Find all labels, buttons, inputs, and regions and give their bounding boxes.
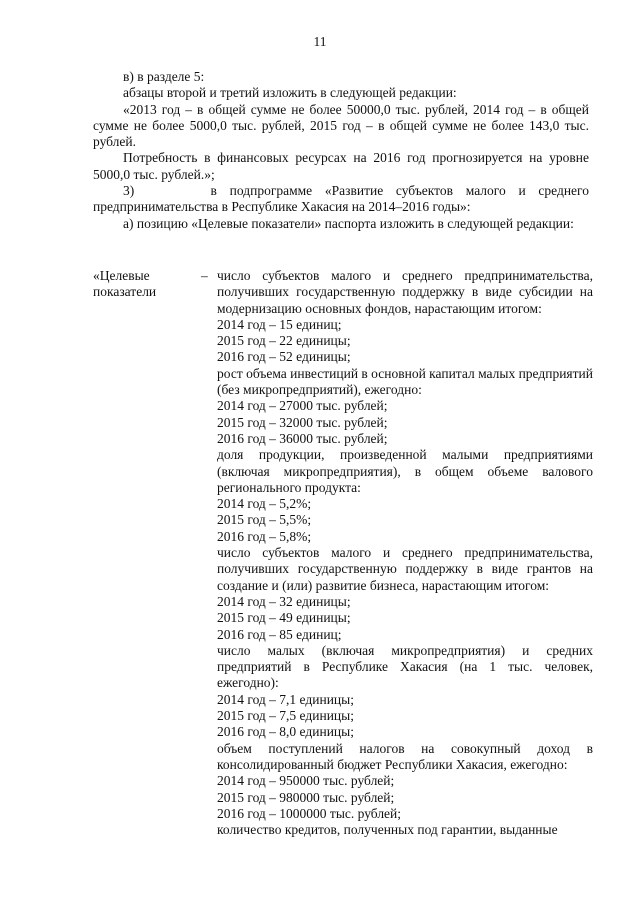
intro-paragraph-3: «2013 год – в общей сумме не более 50000,0 тыс. рублей, 2014 год – в общей сумме не более 5000,0 тыс. рублей, 2015 год – в общей сумме не более 143,0 тыс. рублей. <box>93 101 589 150</box>
indicator-line: 2016 год – 8,0 единицы; <box>217 724 354 740</box>
indicator-line: число малых (включая микропредприятия) и средних предприятий в Республике Хакасия (на 1 тыс. человек, ежегодно): <box>217 642 593 691</box>
indicator-line: 2016 год – 85 единиц; <box>217 626 342 642</box>
intro-paragraph-2: абзацы второй и третий изложить в следующей редакции: <box>123 85 457 101</box>
intro-text <box>93 69 589 232</box>
indicators-label: «Целевые показатели <box>93 268 157 300</box>
intro-paragraph-1: в) в разделе 5: <box>123 69 205 84</box>
indicator-line: число субъектов малого и среднего предпринимательства, получивших государственную поддержку в виде грантов на создание и (или) развитие бизнеса, нарастающим итогом: <box>217 545 593 593</box>
indicators-list <box>217 268 593 838</box>
page-number: 11 <box>313 34 327 49</box>
indicator-line: 2015 год – 22 единицы; <box>217 333 351 349</box>
indicator-line: рост объема инвестиций в основной капитал малых предприятий (без микропредприятий), ежегодно: <box>217 365 593 398</box>
indicator-line: 2016 год – 1000000 тыс. рублей; <box>217 805 402 821</box>
indicator-line: 2014 год – 15 единиц; <box>217 316 342 332</box>
indicator-line: 2015 год – 5,5%; <box>217 512 312 528</box>
indicator-line: 2015 год – 7,5 единицы; <box>217 708 354 724</box>
indicator-line: 2016 год – 5,8%; <box>217 528 312 544</box>
intro-paragraph-6: а) позицию «Целевые показатели» паспорта изложить в следующей редакции: <box>123 215 574 231</box>
indicator-line: 2014 год – 950000 тыс. рублей; <box>217 773 395 789</box>
indicators-dash: – <box>201 268 208 283</box>
indicator-line: количество кредитов, полученных под гарантии, выданные <box>217 822 558 838</box>
indicator-line: 2014 год – 32 единицы; <box>217 593 351 609</box>
indicator-line: 2015 год – 32000 тыс. рублей; <box>217 414 388 430</box>
indicator-line: 2016 год – 52 единицы; <box>217 349 351 365</box>
intro-paragraph-4: Потребность в финансовых ресурсах на 2016 год прогнозируется на уровне 5000,0 тыс. рублей.»; <box>93 150 589 182</box>
indicator-line: 2016 год – 36000 тыс. рублей; <box>217 430 388 446</box>
indicator-line: 2014 год – 5,2%; <box>217 496 312 512</box>
indicator-line: число субъектов малого и среднего предпринимательства, получивших государственную поддержку в виде субсидии на модернизацию основных фондов, нарастающим итогом: <box>217 268 593 316</box>
intro-paragraph-5: 3) в подпрограмме «Развитие субъектов малого и среднего предпринимательства в Республике Хакасия на 2014–2016 годы»: <box>93 183 589 215</box>
indicator-line: 2015 год – 980000 тыс. рублей; <box>217 789 395 805</box>
indicator-line: 2014 год – 27000 тыс. рублей; <box>217 398 388 414</box>
indicator-line: 2015 год – 49 единицы; <box>217 610 351 626</box>
indicator-line: объем поступлений налогов на совокупный доход в консолидированный бюджет Республики Хакасия, ежегодно: <box>217 740 593 772</box>
indicator-line: доля продукции, произведенной малыми предприятиями (включая микропредприятия), в общем объеме валового регионального продукта: <box>217 447 593 495</box>
indicator-line: 2014 год – 7,1 единицы; <box>217 691 354 707</box>
